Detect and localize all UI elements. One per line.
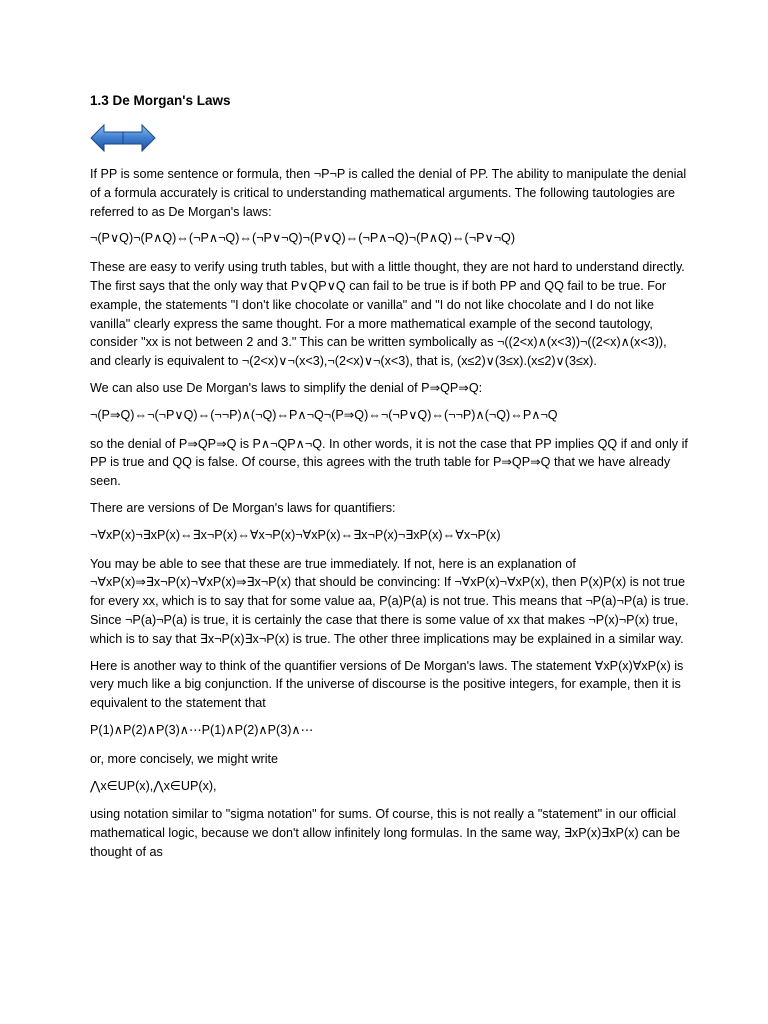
section-title: 1.3 De Morgan's Laws xyxy=(90,93,231,108)
formula-de-morgan: ¬(P∨Q)¬(P∧Q)⇔(¬P∧¬Q)⇔(¬P∨¬Q)¬(P∨Q)⇔(¬P∧¬Q)¬(P∧Q)⇔(¬P∨¬Q) xyxy=(90,231,516,246)
page-navigation xyxy=(90,123,160,153)
document-body xyxy=(90,165,690,870)
paragraph-quantifier-explanation: You may be able to see that these are true immediately. If not, here is an explanation of ¬∀xP(x)⇒∃x¬P(x)¬∀xP(x)⇒∃x¬P(x) that should be convincing: If ¬∀xP(x)¬∀xP(x), then P(x)P(x) is not true for every xx, which is to say that for some value aa, P(a)P(a) is not true. This means that ¬P(a)¬P(a) is true. Since ¬P(a)¬P(a) is true, it is certainly the case that there is some value of xx that makes ¬P(x)¬P(x) true, which is to say that ∃x¬P(x)∃x¬P(x) is true. The other three implications may be explained in a similar way. xyxy=(90,556,689,646)
formula-conjunction: P(1)∧P(2)∧P(3)∧⋯P(1)∧P(2)∧P(3)∧⋯ xyxy=(90,722,314,737)
paragraph-concise: or, more concisely, we might write xyxy=(90,751,279,766)
right-arrow-icon[interactable] xyxy=(122,123,156,153)
paragraph-quantifier-intro: There are versions of De Morgan's laws for quantifiers: xyxy=(90,500,396,515)
paragraph-explanation: These are easy to verify using truth tables, but with a little thought, they are not hard to understand directly. The first says that the only way that P∨QP∨Q can fail to be true is if both PP and QQ fail to be true. For example, the statements "I don't like chocolate or vanilla" and "I do not like chocolate and I do not like vanilla" clearly express the same thought. For a more mathematical example of the second tautology, consider "xx is not between 2 and 3." This can be written symbolically as ¬((2<x)∧(x<3))¬((2<x)∧(x<3)), and clearly is equivalent to ¬(2<x)∨¬(x<3),¬(2<x)∨¬(x<3), that is, (x≤2)∨(3≤x).(x≤2)∨(3≤x). xyxy=(90,260,685,369)
formula-big-conjunction: ⋀x∈UP(x),⋀x∈UP(x), xyxy=(90,778,217,793)
formula-quantifiers: ¬∀xP(x)¬∃xP(x)⇔∃x¬P(x)⇔∀x¬P(x)¬∀xP(x)⇔∃x¬P(x)¬∃xP(x)⇔∀x¬P(x) xyxy=(90,527,501,542)
paragraph-implication-intro: We can also use De Morgan's laws to simplify the denial of P⇒QP⇒Q: xyxy=(90,380,483,395)
formula-implication: ¬(P⇒Q)⇔¬(¬P∨Q)⇔(¬¬P)∧(¬Q)⇔P∧¬Q¬(P⇒Q)⇔¬(¬P∨Q)⇔(¬¬P)∧(¬Q)⇔P∧¬Q xyxy=(90,407,558,422)
paragraph-conjunction: Here is another way to think of the quantifier versions of De Morgan's laws. The statement ∀xP(x)∀xP(x) is very much like a big conjunction. If the universe of discourse is the positive integers, for example, then it is equivalent to the statement that xyxy=(90,658,684,711)
paragraph-sigma-notation: using notation similar to "sigma notation" for sums. Of course, this is not really a "statement" in our official mathematical logic, because we don't allow infinitely long formulas. In the same way, ∃xP(x)∃xP(x) can be thought of as xyxy=(90,807,680,859)
paragraph-intro: If PP is some sentence or formula, then ¬P¬P is called the denial of PP. The ability to manipulate the denial of a formula accurately is critical to understanding mathematical arguments. The following tautologies are referred to as De Morgan's laws: xyxy=(90,167,687,219)
left-arrow-icon[interactable] xyxy=(90,123,124,153)
paragraph-implication-denial: so the denial of P⇒QP⇒Q is P∧¬QP∧¬Q. In other words, it is not the case that PP implies QQ if and only if PP is true and QQ is false. Of course, this agrees with the truth table for P⇒QP⇒Q that we have already seen. xyxy=(90,436,688,489)
